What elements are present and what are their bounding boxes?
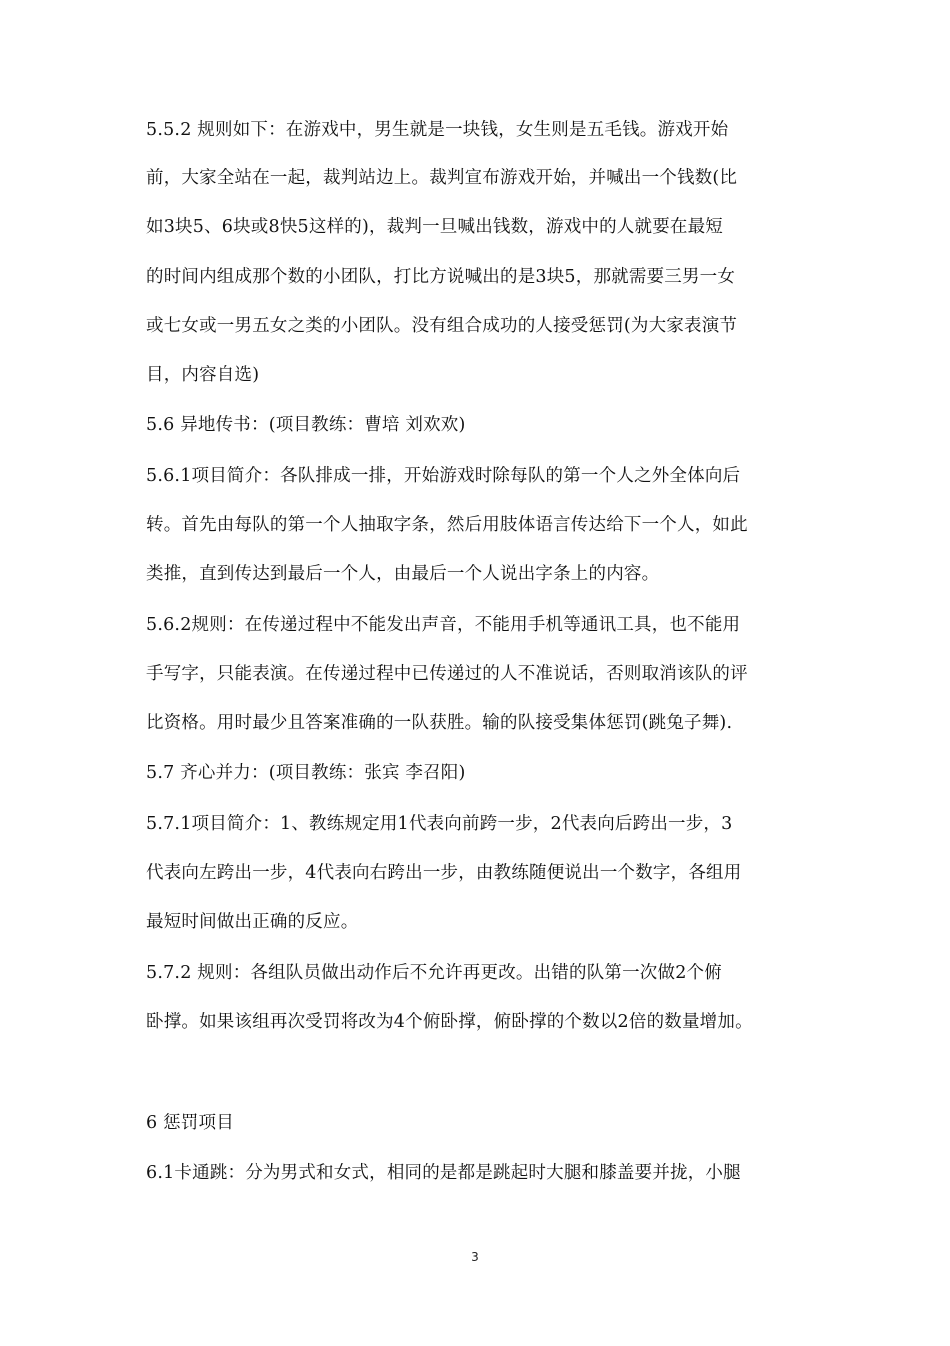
text-line: 或七女或一男五女之类的小团队。没有组合成功的人接受惩罚(为大家表演节 bbox=[146, 316, 738, 336]
text-line: 前，大家全站在一起，裁判站边上。裁判宣布游戏开始，并喊出一个钱数(比 bbox=[146, 168, 738, 188]
section-heading: 5.6 异地传书：(项目教练：曹培 刘欢欢) bbox=[146, 415, 466, 435]
text-line: 目，内容自选) bbox=[146, 365, 260, 385]
text-line: 5.7.1项目简介：1、教练规定用1代表向前跨一步，2代表向后跨出一步，3 bbox=[146, 814, 733, 834]
text-line: 的时间内组成那个数的小团队，打比方说喊出的是3块5，那就需要三男一女 bbox=[146, 267, 736, 287]
text-line: 5.5.2 规则如下：在游戏中，男生就是一块钱，女生则是五毛钱。游戏开始 bbox=[146, 120, 729, 140]
text-line: 5.7.2 规则：各组队员做出动作后不允许再更改。出错的队第一次做2个俯 bbox=[146, 963, 722, 983]
text-line: 转。首先由每队的第一个人抽取字条，然后用肢体语言传达给下一个人，如此 bbox=[146, 515, 748, 535]
text-line: 比资格。用时最少且答案准确的一队获胜。输的队接受集体惩罚(跳兔子舞). bbox=[146, 713, 733, 733]
text-line: 卧撑。如果该组再次受罚将改为4个俯卧撑，俯卧撑的个数以2倍的数量增加。 bbox=[146, 1012, 753, 1032]
text-line: 手写字，只能表演。在传递过程中已传递过的人不准说话，否则取消该队的评 bbox=[146, 664, 748, 684]
text-line: 5.6.1项目简介：各队排成一排，开始游戏时除每队的第一个人之外全体向后 bbox=[146, 466, 741, 486]
page-number: 3 bbox=[471, 1250, 479, 1264]
text-line: 代表向左跨出一步，4代表向右跨出一步，由教练随便说出一个数字，各组用 bbox=[146, 863, 742, 883]
text-line: 最短时间做出正确的反应。 bbox=[146, 912, 359, 932]
text-line: 5.6.2规则：在传递过程中不能发出声音，不能用手机等通讯工具，也不能用 bbox=[146, 615, 741, 635]
text-line: 6.1卡通跳：分为男式和女式，相同的是都是跳起时大腿和膝盖要并拢，小腿 bbox=[146, 1163, 741, 1183]
text-line: 如3块5、6块或8快5这样的)，裁判一旦喊出钱数，游戏中的人就要在最短 bbox=[146, 217, 723, 237]
section-heading: 5.7 齐心并力：(项目教练：张宾 李召阳) bbox=[146, 763, 466, 783]
section-heading: 6 惩罚项目 bbox=[146, 1113, 234, 1133]
text-line: 类推，直到传达到最后一个人，由最后一个人说出字条上的内容。 bbox=[146, 564, 660, 584]
